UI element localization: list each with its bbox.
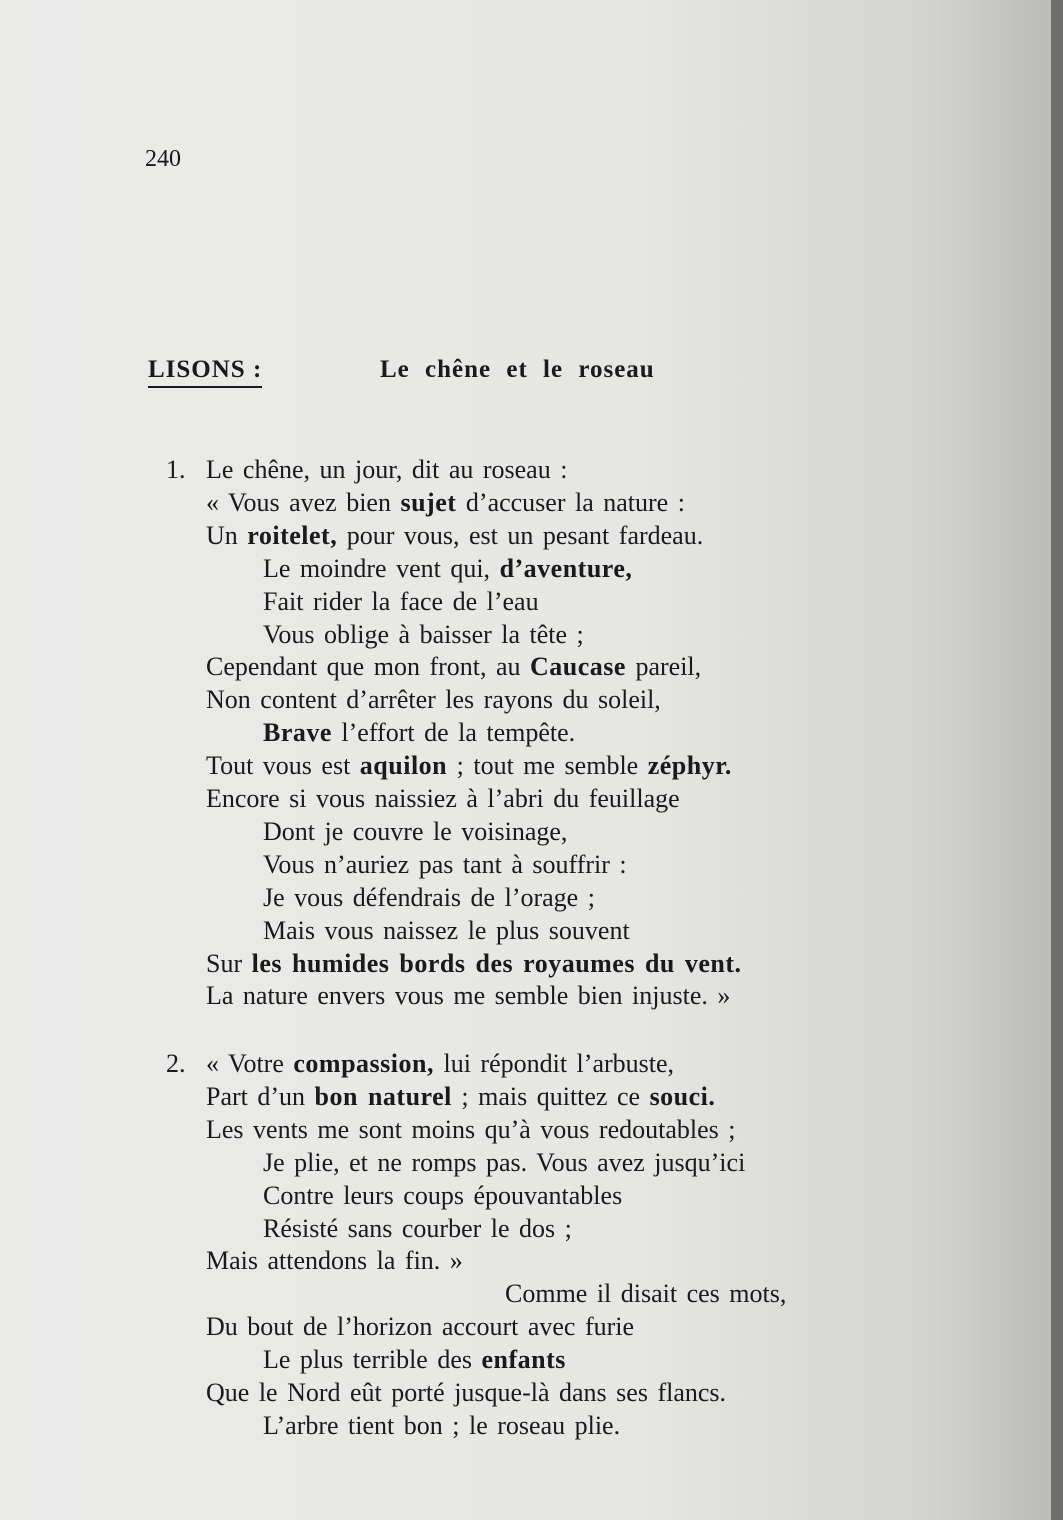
poem-line — [206, 1115, 735, 1145]
bold-word: les humides bords des royaumes du vent. — [251, 948, 742, 978]
poem-line — [206, 1082, 715, 1112]
line-text: Un — [206, 520, 248, 550]
poem-line — [263, 1214, 572, 1244]
poem-line — [206, 488, 685, 518]
line-text: Vous n’auriez pas tant à souffrir : — [263, 849, 627, 879]
bold-word: sujet — [400, 487, 457, 517]
poem-line — [206, 1378, 726, 1408]
line-text: Que le Nord eût porté jusque-là dans ses flancs. — [206, 1378, 727, 1407]
line-text: Sur — [206, 948, 252, 978]
line-text: Tout vous est — [206, 751, 360, 781]
line-text: Part d’un — [206, 1081, 315, 1111]
line-text: Du bout de l’horizon accourt avec furie — [206, 1312, 635, 1342]
poem-line — [263, 620, 584, 650]
bold-word: souci. — [649, 1081, 716, 1111]
poem-line — [263, 850, 627, 880]
poem-line — [263, 587, 539, 617]
bold-word: aquilon — [359, 751, 448, 781]
line-text: Mais vous naissez le plus souvent — [263, 915, 630, 945]
poem-title: Le chêne et le roseau — [380, 356, 655, 383]
line-text: Je plie, et ne romps pas. Vous avez jusqu’ici — [263, 1147, 746, 1177]
page-edge — [1051, 0, 1063, 1520]
line-text: Fait rider la face de l’eau — [263, 586, 539, 616]
line-text: ; mais quittez ce — [451, 1081, 650, 1111]
poem-line — [263, 1181, 622, 1211]
poem-line — [505, 1279, 786, 1309]
line-text: Contre leurs coups épouvantables — [263, 1180, 623, 1210]
poem-line — [263, 1148, 745, 1178]
line-text: Je vous défendrais de l’orage ; — [263, 882, 595, 912]
bold-word: d’aventure, — [499, 553, 633, 583]
line-text: lui répondit l’arbuste, — [433, 1049, 675, 1078]
line-text: pareil, — [625, 652, 702, 682]
line-text: Mais attendons la fin. » — [206, 1246, 463, 1276]
line-text: Comme il disait ces mots, — [505, 1279, 787, 1309]
line-text: Le chêne, un jour, dit au roseau : — [206, 455, 568, 484]
poem-line — [263, 817, 567, 847]
section-heading — [148, 356, 655, 388]
stanza-number: 1. — [166, 455, 186, 484]
line-text: l’effort de la tempête. — [331, 718, 576, 748]
line-text: L’arbre tient bon ; le roseau plie. — [263, 1410, 621, 1440]
poem-line — [263, 883, 595, 913]
line-text: « Votre — [206, 1049, 294, 1078]
heading-label: LISONS : — [148, 356, 262, 388]
poem-line — [206, 1246, 463, 1276]
poem-line — [206, 685, 661, 715]
poem-line — [263, 1345, 566, 1375]
poem-line — [206, 1049, 674, 1079]
line-text: Cependant que mon front, au — [206, 652, 531, 682]
page-number: 240 — [145, 146, 181, 172]
line-text: « Vous avez bien — [206, 487, 401, 517]
bold-word: bon naturel — [314, 1081, 452, 1111]
line-text: Résisté sans courber le dos ; — [263, 1213, 572, 1243]
line-text: Non content d’arrêter les rayons du soleil, — [206, 685, 661, 715]
poem-line — [206, 1312, 634, 1342]
stanza-number: 2. — [166, 1049, 186, 1078]
line-text: La nature envers vous me semble bien injuste. » — [206, 981, 731, 1011]
line-text: pour vous, est un pesant fardeau. — [337, 520, 704, 550]
line-text: Vous oblige à baisser la tête ; — [263, 619, 584, 649]
line-text: Dont je couvre le voisinage, — [263, 816, 568, 846]
poem-line — [206, 784, 680, 814]
bold-word: Caucase — [530, 652, 626, 682]
poem-line — [206, 949, 742, 979]
bold-word: compassion, — [293, 1049, 434, 1078]
bold-word: roitelet, — [247, 520, 338, 550]
poem-line — [206, 751, 732, 781]
bold-word: zéphyr. — [647, 751, 732, 781]
line-text: ; tout me semble — [447, 751, 648, 781]
line-text: Le moindre vent qui, — [263, 553, 500, 583]
line-text: d’accuser la nature : — [456, 487, 685, 517]
poem-line — [206, 652, 701, 682]
poem-line — [263, 718, 575, 748]
bold-word: enfants — [481, 1345, 566, 1375]
poem-line — [206, 521, 703, 551]
poem-line — [263, 554, 632, 584]
line-text: Le plus terrible des — [263, 1345, 482, 1375]
poem-line — [206, 981, 730, 1011]
poem-line — [263, 916, 630, 946]
bold-word: Brave — [263, 718, 332, 748]
line-text: Encore si vous naissiez à l’abri du feuillage — [206, 784, 680, 813]
poem-line — [263, 1411, 620, 1441]
poem-line — [206, 455, 567, 485]
line-text: Les vents me sont moins qu’à vous redoutables ; — [206, 1114, 736, 1144]
